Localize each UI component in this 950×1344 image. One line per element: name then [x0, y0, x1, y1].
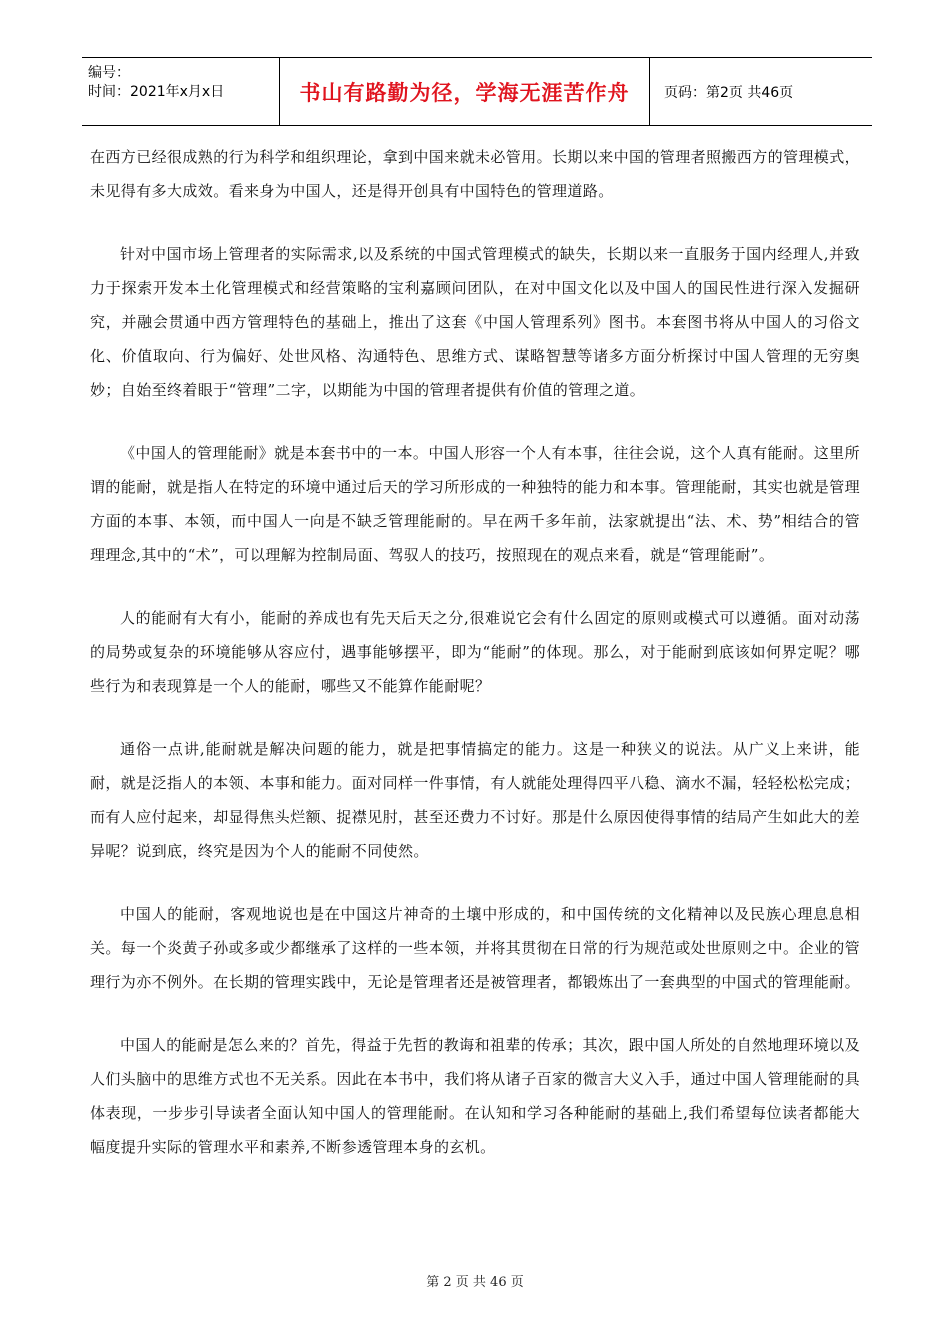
document-body: [90, 140, 860, 1193]
header-motto: 书山有路勤为径，学海无涯苦作舟: [280, 58, 650, 125]
body-paragraph: 中国人的能耐，客观地说也是在中国这片神奇的土壤中形成的，和中国传统的文化精神以及民族心理息息相关。每一个炎黄子孙或多或少都继承了这样的一些本领，并将其贯彻在日常的行为规范或处世原则之中。企业的管理行为亦不例外。在长期的管理实践中，无论是管理者还是被管理者，都锻炼出了一套典型的中国式的管理能耐。: [90, 905, 861, 991]
page-footer: 第 2 页 共 46 页: [426, 1275, 524, 1290]
document-date: 时间：2021年x月x日: [88, 84, 225, 100]
body-paragraph: 中国人的能耐是怎么来的？首先，得益于先哲的教诲和祖辈的传承；其次，跟中国人所处的自然地理环境以及人们头脑中的思维方式也不无关系。因此在本书中，我们将从诸子百家的微言大义入手，通过中国人管理能耐的具体表现，一步步引导读者全面认知中国人的管理能耐。在认知和学习各种能耐的基础上,我们希望每位读者都能大幅度提升实际的管理水平和素养,不断参透管理本身的玄机。: [90, 1036, 861, 1156]
body-paragraph: 人的能耐有大有小，能耐的养成也有先天后天之分,很难说它会有什么固定的原则或模式可以遵循。面对动荡的局势或复杂的环境能够从容应付，遇事能够摆平，即为“能耐”的体现。那么，对于能耐到底该如何界定呢？哪些行为和表现算是一个人的能耐，哪些又不能算作能耐呢？: [90, 609, 860, 695]
header-page-info: 页码：第2页 共46页: [664, 84, 794, 101]
body-paragraph: 通俗一点讲,能耐就是解决问题的能力，就是把事情搞定的能力。这是一种狭义的说法。从广义上来讲，能耐，就是泛指人的本领、本事和能力。面对同样一件事情，有人就能处理得四平八稳、滴水不漏，轻轻松松完成；而有人应付起来，却显得焦头烂额、捉襟见肘，甚至还费力不讨好。那是什么原因使得事情的结局产生如此大的差异呢？说到底，终究是因为个人的能耐不同使然。: [90, 740, 861, 860]
body-paragraph: 针对中国市场上管理者的实际需求,以及系统的中国式管理模式的缺失，长期以来一直服务于国内经理人,并致力于探索开发本土化管理模式和经营策略的宝利嘉顾问团队，在对中国文化以及中国人的国民性进行深入发掘研究，并融会贯通中西方管理特色的基础上，推出了这套《中国人管理系列》图书。本套图书将从中国人的习俗文化、价值取向、行为偏好、处世风格、沟通特色、思维方式、谋略智慧等诸多方面分析探讨中国人管理的无穷奥妙；自始至终着眼于“管理”二字，以期能为中国的管理者提供有价值的管理之道。: [90, 245, 860, 399]
body-paragraph: 《中国人的管理能耐》就是本套书中的一本。中国人形容一个人有本事，往往会说，这个人真有能耐。这里所谓的能耐，就是指人在特定的环境中通过后天的学习所形成的一种独特的能力和本事。管理能耐，其实也就是管理方面的本事、本领，而中国人一向是不缺乏管理能耐的。早在两千多年前，法家就提出“法、术、势”相结合的管理理念,其中的“术”，可以理解为控制局面、驾驭人的技巧，按照现在的观点来看，就是“管理能耐”。: [90, 444, 861, 564]
page-header: [82, 57, 872, 126]
document-number-label: 编号：: [88, 65, 130, 81]
body-paragraph: 在西方已经很成熟的行为科学和组织理论，拿到中国来就未必管用。长期以来中国的管理者照搬西方的管理模式，未见得有多大成效。看来身为中国人，还是得开创具有中国特色的管理道路。: [90, 148, 861, 200]
header-meta: [82, 58, 280, 125]
